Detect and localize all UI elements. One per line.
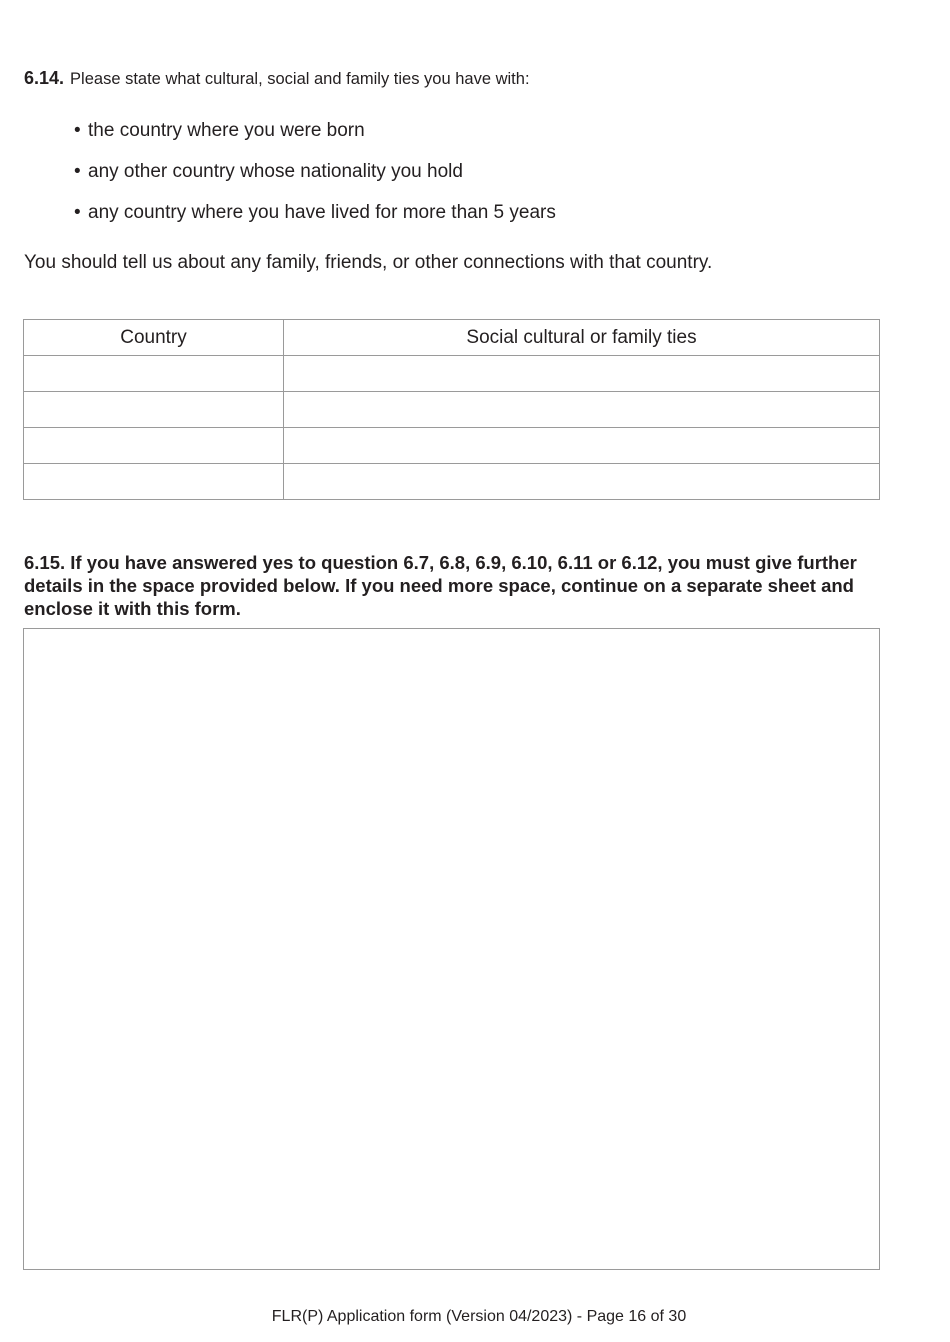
- column-header-ties: Social cultural or family ties: [284, 320, 880, 356]
- bullet-icon: •: [74, 120, 81, 141]
- table-row: [24, 356, 880, 392]
- table-header-row: [24, 320, 880, 356]
- ties-cell[interactable]: [284, 464, 880, 500]
- bullet-icon: •: [74, 202, 81, 223]
- ties-cell[interactable]: [284, 356, 880, 392]
- further-details-answer-box[interactable]: [23, 628, 880, 1270]
- table-row: [24, 464, 880, 500]
- question-6-15-heading: 6.15. If you have answered yes to question 6.7, 6.8, 6.9, 6.10, 6.11 or 6.12, you must give further details in the space provided below. If you need more space, continue on a separate sheet and enclose it with this form.: [24, 552, 857, 619]
- list-item: [74, 118, 556, 159]
- country-cell[interactable]: [24, 356, 284, 392]
- instruction-text: You should tell us about any family, friends, or other connections with that country.: [24, 252, 713, 273]
- country-cell[interactable]: [24, 428, 284, 464]
- question-prompt: Please state what cultural, social and family ties you have with:: [70, 70, 530, 88]
- bullet-text: any other country whose nationality you hold: [88, 161, 463, 182]
- bullet-text: the country where you were born: [88, 120, 365, 141]
- list-item: [74, 159, 556, 200]
- bullet-icon: •: [74, 161, 81, 182]
- table-row: [24, 428, 880, 464]
- bullet-text: any country where you have lived for more than 5 years: [88, 202, 556, 223]
- ties-table: [23, 319, 880, 500]
- table-row: [24, 392, 880, 428]
- ties-bullet-list: [74, 118, 556, 241]
- country-cell[interactable]: [24, 464, 284, 500]
- question-number: 6.14.: [24, 68, 65, 88]
- list-item: [74, 200, 556, 241]
- page-footer: FLR(P) Application form (Version 04/2023) - Page 16 of 30: [271, 1308, 687, 1325]
- column-header-country: Country: [24, 320, 284, 356]
- country-cell[interactable]: [24, 392, 284, 428]
- ties-cell[interactable]: [284, 392, 880, 428]
- question-6-14-heading: [24, 68, 530, 89]
- ties-cell[interactable]: [284, 428, 880, 464]
